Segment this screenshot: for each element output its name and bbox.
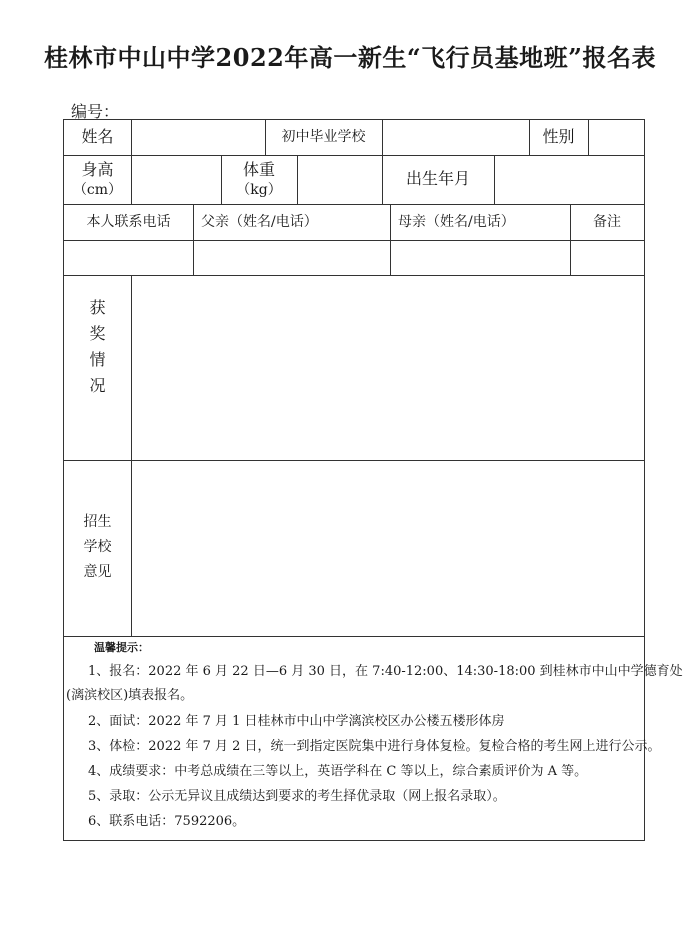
mother-label: 母亲（姓名/电话）	[398, 213, 515, 230]
opinion-line: 招生	[83, 514, 112, 530]
serial-number-label: 编号：	[71, 102, 120, 121]
gender-label: 性别	[542, 127, 575, 147]
height-label-text: 身高	[81, 159, 114, 179]
height-unit: （cm）	[72, 181, 123, 198]
phone-label: 本人联系电话	[86, 213, 171, 230]
name-label: 姓名	[81, 127, 114, 147]
row-divider	[64, 240, 644, 241]
school-label: 初中毕业学校	[281, 129, 366, 146]
opinion-line: 学校	[83, 539, 112, 555]
column-divider	[131, 275, 132, 636]
awards-char: 况	[89, 376, 106, 395]
awards-label	[64, 295, 131, 405]
column-divider	[494, 155, 495, 204]
weight-label	[221, 155, 297, 204]
column-divider	[131, 120, 132, 155]
column-divider	[131, 155, 132, 204]
height-label	[64, 155, 131, 204]
registration-form-table	[63, 119, 683, 841]
tip-line: 4、成绩要求：中考总成绩在三等以上，英语学科在 C 等以上，综合素质评价为 A 等。	[88, 764, 588, 779]
column-divider	[297, 155, 298, 204]
weight-unit: （kg）	[236, 181, 282, 198]
tip-line: 1、报名：2022 年 6 月 22 日—6 月 30 日，在 7:40-12:00、14:30-18:00 到桂林市中山中学德育处	[88, 664, 683, 679]
row-divider	[64, 460, 644, 461]
tip-line: 5、录取：公示无异议且成绩达到要求的考生择优录取（网上报名录取）。	[88, 789, 506, 804]
weight-label-text: 体重	[242, 159, 275, 179]
awards-char: 情	[89, 350, 106, 369]
remark-label: 备注	[593, 213, 621, 230]
tip-line: 3、体检：2022 年 7 月 2 日，统一到指定医院集中进行身体复检。复检合格的考生网上进行公示。	[88, 739, 661, 754]
row-divider	[64, 275, 644, 276]
tip-line: 6、联系电话：7592206。	[88, 814, 246, 829]
row-divider	[64, 636, 644, 637]
tip-line: 2、面试：2022 年 7 月 1 日桂林市中山中学漓滨校区办公楼五楼形体房	[88, 714, 505, 729]
opinion-line: 意见	[83, 564, 112, 580]
father-label: 父亲（姓名/电话）	[201, 213, 318, 230]
column-divider	[588, 120, 589, 155]
awards-char: 获	[89, 298, 106, 317]
tips-heading: 温馨提示：	[94, 641, 149, 654]
form-title: 桂林市中山中学2022年高一新生“飞行员基地班”报名表	[44, 43, 656, 72]
row-divider	[64, 155, 644, 156]
birth-date-label: 出生年月	[405, 169, 470, 189]
admission-opinion-label	[64, 510, 131, 600]
column-divider	[382, 120, 383, 155]
awards-char: 奖	[89, 324, 106, 343]
tip-line: (漓滨校区)填表报名。	[66, 688, 194, 703]
